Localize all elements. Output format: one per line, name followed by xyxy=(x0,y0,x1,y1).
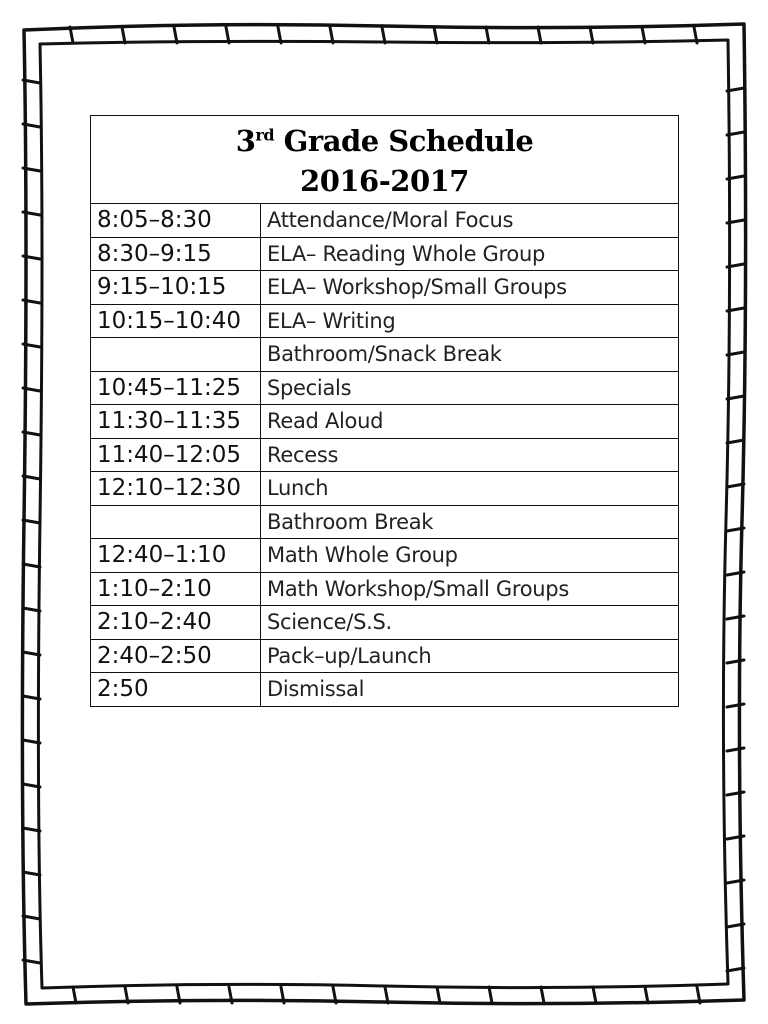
time-cell: 11:30–11:35 xyxy=(91,405,261,439)
activity-cell: Recess xyxy=(261,438,679,472)
grade-suffix: rd xyxy=(255,124,275,144)
border-tick xyxy=(727,748,744,751)
border-tick xyxy=(486,27,489,43)
activity-cell: Read Aloud xyxy=(261,405,679,439)
schedule-body xyxy=(91,116,679,707)
activity-cell: Bathroom/Snack Break xyxy=(261,338,679,372)
activity-cell: ELA– Writing xyxy=(261,304,679,338)
activity-cell: ELA– Workshop/Small Groups xyxy=(261,271,679,305)
border-tick xyxy=(538,27,541,43)
schedule-row xyxy=(91,572,679,606)
schedule-row xyxy=(91,539,679,573)
schedule-row xyxy=(91,438,679,472)
time-cell: 10:15–10:40 xyxy=(91,304,261,338)
time-cell: 1:10–2:10 xyxy=(91,572,261,606)
schedule-row xyxy=(91,371,679,405)
activity-cell: Science/S.S. xyxy=(261,606,679,640)
time-cell: 10:45–11:25 xyxy=(91,371,261,405)
schedule-row xyxy=(91,271,679,305)
border-tick xyxy=(489,987,492,1003)
activity-cell: Specials xyxy=(261,371,679,405)
schedule-row xyxy=(91,606,679,640)
border-tick xyxy=(593,987,596,1003)
title-row xyxy=(91,116,679,204)
activity-cell: Dismissal xyxy=(261,673,679,707)
schedule-row xyxy=(91,204,679,238)
border-tick xyxy=(645,987,648,1003)
time-cell: 11:40–12:05 xyxy=(91,438,261,472)
schedule-row xyxy=(91,472,679,506)
schedule-row xyxy=(91,405,679,439)
title-text: Grade Schedule xyxy=(274,123,534,158)
activity-cell: Pack–up/Launch xyxy=(261,639,679,673)
schedule-row xyxy=(91,639,679,673)
schedule-row xyxy=(91,673,679,707)
time-cell xyxy=(91,338,261,372)
time-cell xyxy=(91,505,261,539)
time-cell: 8:30–9:15 xyxy=(91,237,261,271)
activity-cell: Math Workshop/Small Groups xyxy=(261,572,679,606)
activity-cell: ELA– Reading Whole Group xyxy=(261,237,679,271)
time-cell: 2:10–2:40 xyxy=(91,606,261,640)
schedule-table xyxy=(90,115,679,707)
time-cell: 2:50 xyxy=(91,673,261,707)
schedule-row xyxy=(91,505,679,539)
schedule-title xyxy=(91,116,679,204)
time-cell: 8:05–8:30 xyxy=(91,204,261,238)
border-tick xyxy=(122,27,125,43)
schedule-row xyxy=(91,304,679,338)
border-tick xyxy=(590,27,593,43)
activity-cell: Bathroom Break xyxy=(261,505,679,539)
school-year: 2016-2017 xyxy=(300,163,469,198)
time-cell: 2:40–2:50 xyxy=(91,639,261,673)
border-tick xyxy=(23,608,40,611)
time-cell: 12:40–1:10 xyxy=(91,539,261,573)
activity-cell: Attendance/Moral Focus xyxy=(261,204,679,238)
border-tick xyxy=(23,872,40,875)
border-tick xyxy=(727,660,744,663)
border-tick xyxy=(23,564,40,567)
activity-cell: Lunch xyxy=(261,472,679,506)
schedule-row xyxy=(91,237,679,271)
grade-number: 3 xyxy=(235,123,256,158)
activity-cell: Math Whole Group xyxy=(261,539,679,573)
border-tick xyxy=(437,987,440,1003)
border-tick xyxy=(727,704,744,707)
border-tick xyxy=(434,27,437,43)
time-cell: 9:15–10:15 xyxy=(91,271,261,305)
border-tick xyxy=(73,987,76,1003)
time-cell: 12:10–12:30 xyxy=(91,472,261,506)
border-tick xyxy=(727,440,744,443)
border-tick xyxy=(541,987,544,1003)
schedule-row xyxy=(91,338,679,372)
